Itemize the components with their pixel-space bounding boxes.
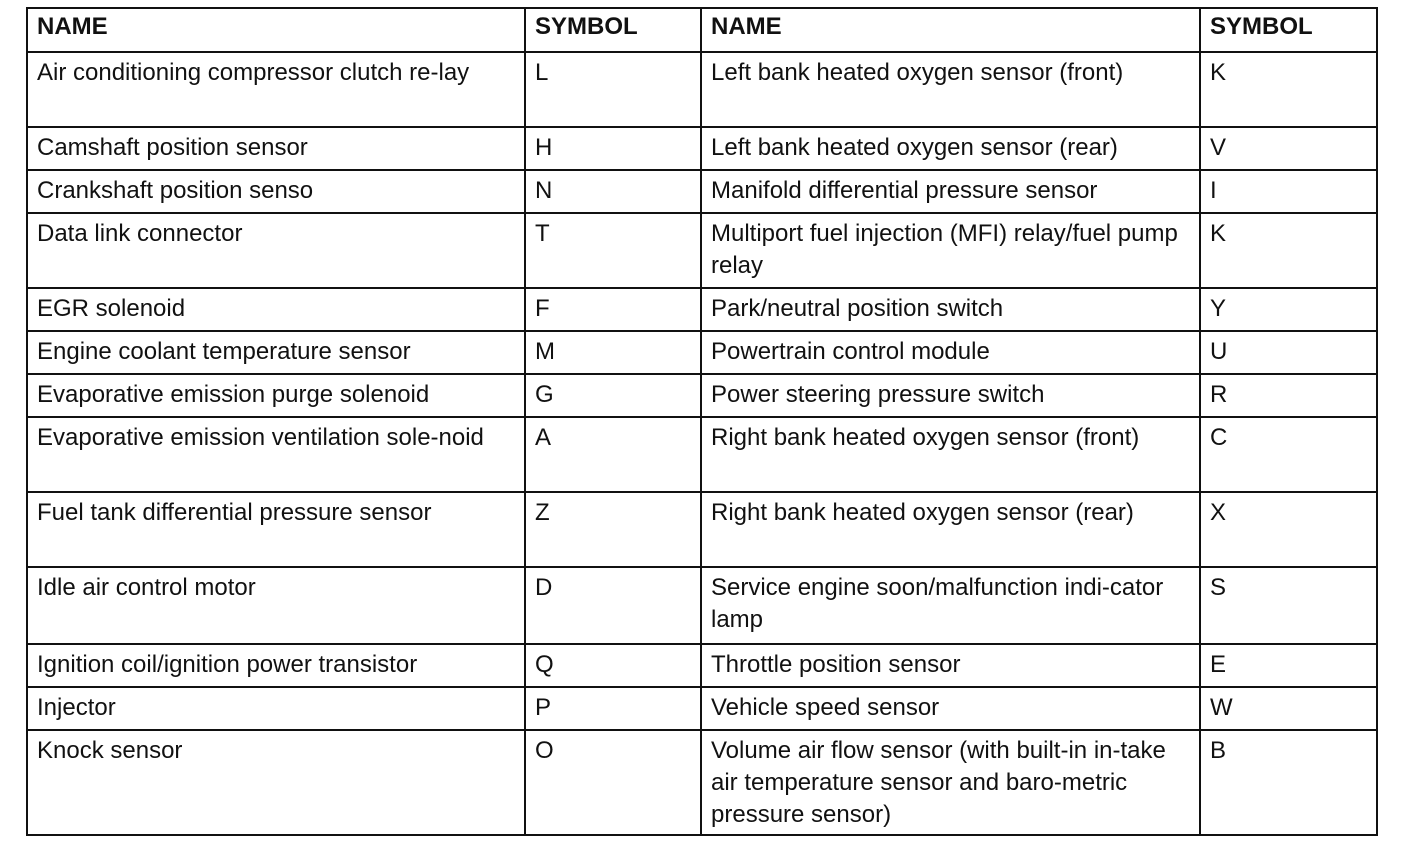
- table-row: [27, 331, 1377, 374]
- component-symbol-table: [26, 7, 1378, 836]
- name-cell: Right bank heated oxygen sensor (front): [701, 417, 1200, 492]
- symbol-cell: V: [1200, 127, 1377, 170]
- symbol-cell: X: [1200, 492, 1377, 567]
- name-cell: Engine coolant temperature sensor: [27, 331, 525, 374]
- table-row: [27, 374, 1377, 417]
- name-cell: Fuel tank differential pressure sensor: [27, 492, 525, 567]
- name-cell: Vehicle speed sensor: [701, 687, 1200, 730]
- symbol-cell: W: [1200, 687, 1377, 730]
- name-cell: Data link connector: [27, 213, 525, 288]
- table-row: [27, 52, 1377, 127]
- symbol-cell: N: [525, 170, 701, 213]
- symbol-cell: Z: [525, 492, 701, 567]
- name-cell: Left bank heated oxygen sensor (rear): [701, 127, 1200, 170]
- table-row: [27, 417, 1377, 492]
- name-cell: Knock sensor: [27, 730, 525, 835]
- name-cell: Multiport fuel injection (MFI) relay/fuel pump relay: [701, 213, 1200, 288]
- name-cell: Left bank heated oxygen sensor (front): [701, 52, 1200, 127]
- table-row: [27, 567, 1377, 644]
- header-name-right: NAME: [701, 8, 1200, 52]
- name-cell: Powertrain control module: [701, 331, 1200, 374]
- table-row: [27, 730, 1377, 835]
- name-cell: Injector: [27, 687, 525, 730]
- name-cell: Throttle position sensor: [701, 644, 1200, 687]
- header-row: [27, 8, 1377, 52]
- table-row: [27, 213, 1377, 288]
- symbol-cell: F: [525, 288, 701, 331]
- symbol-cell: Q: [525, 644, 701, 687]
- table-row: [27, 170, 1377, 213]
- name-cell: Idle air control motor: [27, 567, 525, 644]
- symbol-cell: K: [1200, 52, 1377, 127]
- symbol-cell: L: [525, 52, 701, 127]
- name-cell: Right bank heated oxygen sensor (rear): [701, 492, 1200, 567]
- table-row: [27, 127, 1377, 170]
- name-cell: Evaporative emission purge solenoid: [27, 374, 525, 417]
- header-symbol-right: SYMBOL: [1200, 8, 1377, 52]
- symbol-cell: P: [525, 687, 701, 730]
- name-cell: Camshaft position sensor: [27, 127, 525, 170]
- name-cell: Air conditioning compressor clutch re-lay: [27, 52, 525, 127]
- symbol-cell: K: [1200, 213, 1377, 288]
- symbol-cell: G: [525, 374, 701, 417]
- header-symbol-left: SYMBOL: [525, 8, 701, 52]
- name-cell: Power steering pressure switch: [701, 374, 1200, 417]
- name-cell: Ignition coil/ignition power transistor: [27, 644, 525, 687]
- table-row: [27, 492, 1377, 567]
- symbol-cell: S: [1200, 567, 1377, 644]
- name-cell: Crankshaft position senso: [27, 170, 525, 213]
- symbol-cell: Y: [1200, 288, 1377, 331]
- symbol-cell: D: [525, 567, 701, 644]
- header-name-left: NAME: [27, 8, 525, 52]
- symbol-cell: B: [1200, 730, 1377, 835]
- table-row: [27, 687, 1377, 730]
- symbol-cell: O: [525, 730, 701, 835]
- name-cell: Manifold differential pressure sensor: [701, 170, 1200, 213]
- symbol-cell: R: [1200, 374, 1377, 417]
- name-cell: Park/neutral position switch: [701, 288, 1200, 331]
- name-cell: Volume air flow sensor (with built-in in-take air temperature sensor and baro-metric pressure sensor): [701, 730, 1200, 835]
- table-row: [27, 288, 1377, 331]
- symbol-cell: T: [525, 213, 701, 288]
- symbol-cell: E: [1200, 644, 1377, 687]
- table-row: [27, 644, 1377, 687]
- name-cell: Evaporative emission ventilation sole-noid: [27, 417, 525, 492]
- symbol-cell: M: [525, 331, 701, 374]
- name-cell: EGR solenoid: [27, 288, 525, 331]
- symbol-cell: H: [525, 127, 701, 170]
- symbol-cell: U: [1200, 331, 1377, 374]
- name-cell: Service engine soon/malfunction indi-cator lamp: [701, 567, 1200, 644]
- symbol-cell: A: [525, 417, 701, 492]
- symbol-cell: I: [1200, 170, 1377, 213]
- symbol-cell: C: [1200, 417, 1377, 492]
